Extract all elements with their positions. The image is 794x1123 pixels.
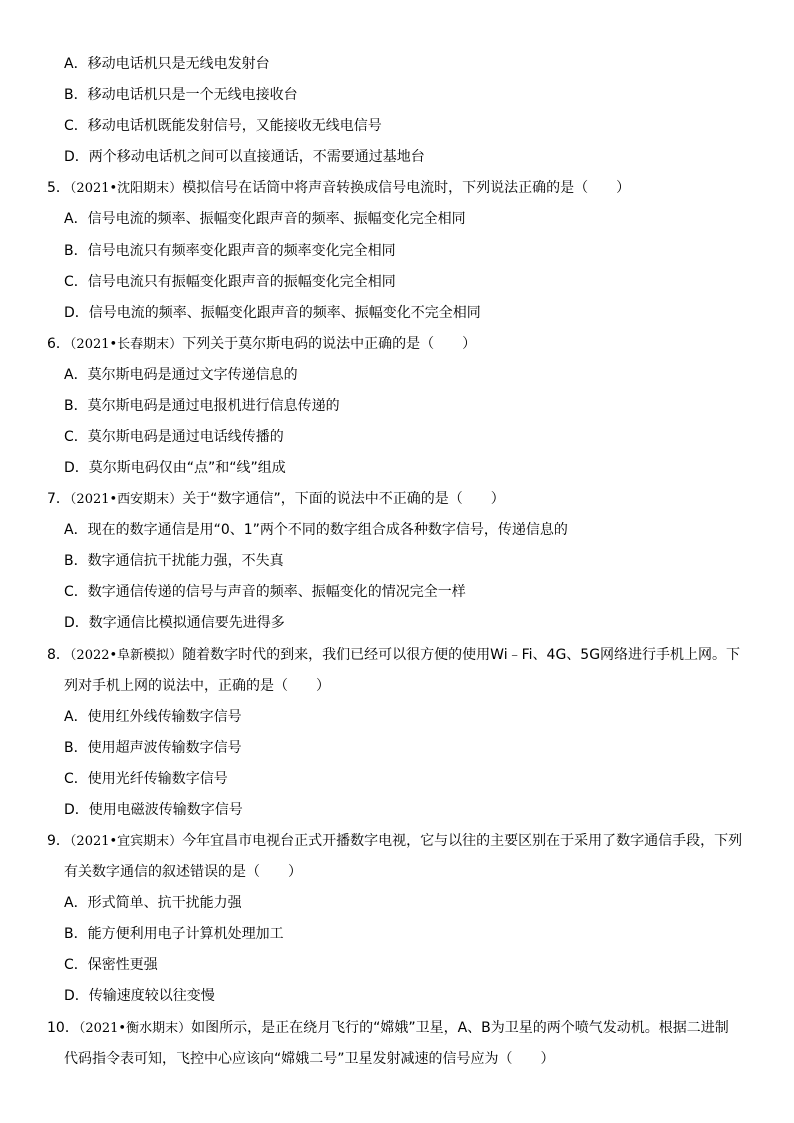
answer-option: A．移动电话机只是无线电发射台 (64, 56, 270, 72)
answer-option: D．使用电磁波传输数字信号 (64, 801, 243, 818)
question-text-continued: 列对手机上网的说法中，正确的是（ ） (64, 677, 330, 694)
answer-option: A．使用红外线传输数字信号 (64, 708, 242, 725)
question-number: 9． (47, 833, 70, 849)
question-source: （2021•宜宾期末） (69, 834, 183, 849)
answer-option: D．传输速度较以往变慢 (64, 988, 215, 1005)
question-number: 8． (47, 646, 70, 663)
answer-option: C．信号电流只有振幅变化跟声音的振幅变化完全相同 (64, 273, 396, 290)
question-text-continued: 有关数字通信的叙述错误的是（ ） (64, 864, 302, 881)
question-text: 关于“数字通信”，下面的说法中不正确的是（ ） (182, 491, 505, 508)
question-stem (47, 645, 740, 666)
question-stem (47, 334, 476, 355)
answer-option: B．能方便利用电子计算机处理加工 (64, 926, 284, 943)
answer-option: C．移动电话机既能发射信号，又能接收无线电信号 (64, 118, 382, 135)
question-number: 10． (47, 1019, 79, 1036)
question-source: （2021•西安期末） (69, 492, 183, 508)
question-text: 今年宜昌市电视台正式开播数字电视，它与以往的主要区别在于采用了数字通信手段，下列 (182, 833, 743, 849)
answer-option: A．信号电流的频率、振幅变化跟声音的频率、振幅变化完全相同 (64, 211, 466, 228)
answer-option: B．信号电流只有频率变化跟声音的频率变化完全相同 (64, 242, 396, 259)
answer-option: D．两个移动电话机之间可以直接通话，不需要通过基地台 (64, 149, 425, 166)
question-text: 如图所示，是正在绕月飞行的“嫦娥”卫星，A、B为卫星的两个喷气发动机。根据二进制 (191, 1019, 729, 1036)
answer-option: B．使用超声波传输数字信号 (64, 739, 242, 756)
question-stem (47, 1018, 729, 1039)
answer-option: C．数字通信传递的信号与声音的频率、振幅变化的情况完全一样 (64, 584, 466, 601)
answer-option: B．移动电话机只是一个无线电接收台 (64, 87, 298, 104)
question-source: （2021•衡水期末） (78, 1020, 192, 1036)
question-text: 下列关于莫尔斯电码的说法中正确的是（ ） (182, 335, 477, 352)
question-source: （2022•阜新模拟） (69, 647, 183, 663)
answer-option: A．现在的数字通信是用“0、1”两个不同的数字组合成各种数字信号，传递信息的 (64, 522, 568, 539)
answer-option: B．莫尔斯电码是通过电报机进行信息传递的 (64, 397, 340, 414)
question-number: 5． (47, 180, 70, 197)
question-number: 6． (47, 335, 70, 352)
question-number: 7． (47, 491, 70, 508)
question-source: （2021•沈阳期末） (69, 181, 183, 197)
question-text: 随着数字时代的到来，我们已经可以很方便的使用Wi﹣Fi、4G、5G网络进行手机上网。下 (182, 646, 741, 663)
question-text: 模拟信号在话筒中将声音转换成信号电流时，下列说法正确的是（ ） (182, 180, 631, 197)
answer-option: D．信号电流的频率、振幅变化跟声音的频率、振幅变化不完全相同 (64, 304, 481, 321)
answer-option: A．形式简单、抗干扰能力强 (64, 895, 242, 912)
answer-option: C．保密性更强 (64, 957, 158, 974)
answer-option: A．莫尔斯电码是通过文字传递信息的 (64, 366, 298, 383)
question-stem (47, 831, 742, 852)
question-text-continued: 代码指令表可知，飞控中心应该向“嫦娥二号”卫星发射减速的信号应为（ ） (64, 1050, 555, 1067)
answer-option: B．数字通信抗干扰能力强，不失真 (64, 553, 284, 570)
answer-option: D．莫尔斯电码仅由“点”和“线”组成 (64, 460, 286, 476)
question-stem (47, 178, 630, 199)
answer-option: C．使用光纤传输数字信号 (64, 770, 228, 787)
answer-option: C．莫尔斯电码是通过电话线传播的 (64, 429, 284, 445)
answer-option: D．数字通信比模拟通信要先进得多 (64, 615, 285, 632)
question-source: （2021•长春期末） (69, 336, 183, 352)
question-stem (47, 489, 505, 510)
